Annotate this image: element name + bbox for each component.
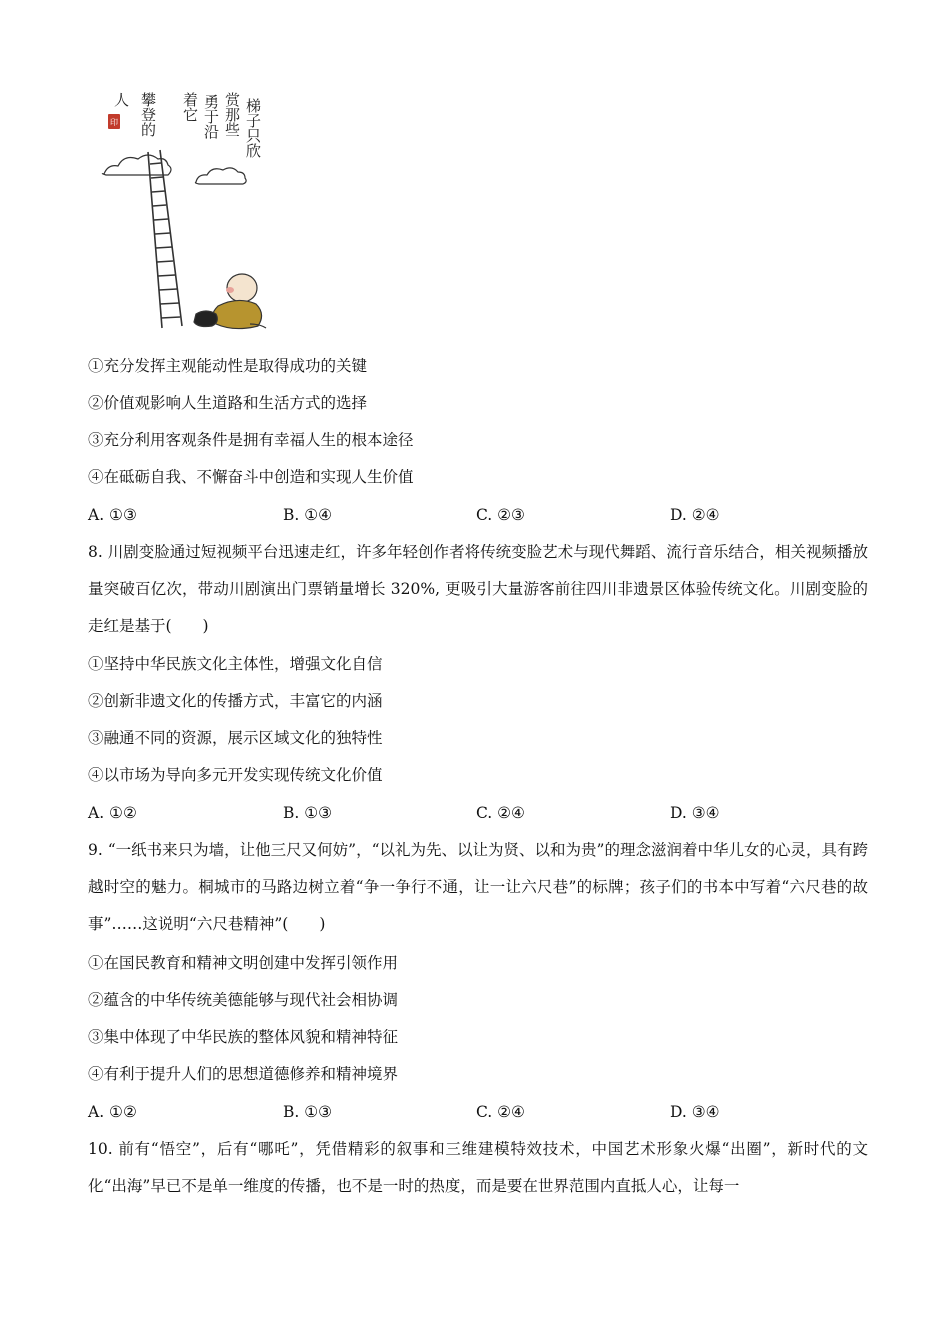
- q7-statement-4: ④在砥砺自我、不懈奋斗中创造和实现人生价值: [88, 468, 414, 486]
- q10-stem: 10. 前有“悟空”，后有“哪吒”，凭借精彩的叙事和三维建模特效技术，中国艺术形象火爆“出圈”，新时代的文化“出海”早已不是单一维度的传播，也不是一时的热度，而是要在世界范围内直抵人心，让每一: [88, 1140, 868, 1195]
- q7-statement-2: ②价值观影响人生道路和生活方式的选择: [88, 394, 368, 412]
- poem-column-6: 人: [112, 92, 128, 107]
- cloud-icon: [195, 168, 246, 184]
- q9-option-b: B. ①③: [283, 1103, 333, 1121]
- q9-statement-3: ③集中体现了中华民族的整体风貌和精神特征: [88, 1028, 399, 1046]
- q7-option-d: D. ②④: [670, 506, 720, 524]
- q9-statement-4: ④有利于提升人们的思想道德修养和精神境界: [88, 1065, 399, 1083]
- seal-stamp: [108, 114, 120, 129]
- ladder-illustration: [100, 78, 285, 343]
- q8-option-a: A. ①②: [88, 804, 137, 822]
- q9-option-a: A. ①②: [88, 1103, 137, 1121]
- q7-option-c: C. ②③: [476, 506, 525, 524]
- poem-column-5: 攀登的: [139, 92, 155, 137]
- q7-statement-1: ①充分发挥主观能动性是取得成功的关键: [88, 357, 368, 375]
- q9-statement-1: ①在国民教育和精神文明创建中发挥引领作用: [88, 954, 399, 972]
- q8-statement-1: ①坚持中华民族文化主体性，增强文化自信: [88, 655, 383, 673]
- poem-column-1: 梯子只欣: [244, 98, 260, 158]
- q8-statement-3: ③融通不同的资源，展示区域文化的独特性: [88, 729, 383, 747]
- q9-option-d: D. ③④: [670, 1103, 720, 1121]
- q8-option-d: D. ③④: [670, 804, 720, 822]
- q9-stem: 9. “一纸书来只为墙，让他三尺又何妨”，“以礼为先、以让为贤、以和为贵”的理念滋润着中华儿女的心灵，具有跨越时空的魅力。桐城市的马路边树立着“争一争行不通，让一让六尺巷”的标牌；孩子们的书本中写着“六尺巷的故事”……这说明“六尺巷精神”( ): [88, 841, 868, 933]
- ladder-icon: [148, 150, 182, 328]
- q7-statement-3: ③充分利用客观条件是拥有幸福人生的根本途径: [88, 431, 414, 449]
- poem-column-4: 着它: [181, 92, 197, 122]
- svg-text:印: 印: [110, 118, 118, 127]
- q8-statement-4: ④以市场为导向多元开发实现传统文化价值: [88, 766, 383, 784]
- child-figure-icon: [194, 274, 266, 329]
- q8-stem: 8. 川剧变脸通过短视频平台迅速走红，许多年轻创作者将传统变脸艺术与现代舞蹈、流行音乐结合，相关视频播放量突破百亿次，带动川剧演出门票销量增长 320%, 更吸引大量游客前往四川非遗景区体验传统文化。川剧变脸的走红是基于( ): [88, 543, 868, 635]
- poem-column-3: 勇于沿: [202, 94, 218, 139]
- q8-option-b: B. ①③: [283, 804, 333, 822]
- q8-option-c: C. ②④: [476, 804, 525, 822]
- poem-column-2: 赏那些: [223, 92, 239, 137]
- q9-statement-2: ②蕴含的中华传统美德能够与现代社会相协调: [88, 991, 399, 1009]
- q7-option-a: A. ①③: [88, 506, 137, 524]
- q7-option-b: B. ①④: [283, 506, 333, 524]
- q8-statement-2: ②创新非遗文化的传播方式，丰富它的内涵: [88, 692, 383, 710]
- q9-option-c: C. ②④: [476, 1103, 525, 1121]
